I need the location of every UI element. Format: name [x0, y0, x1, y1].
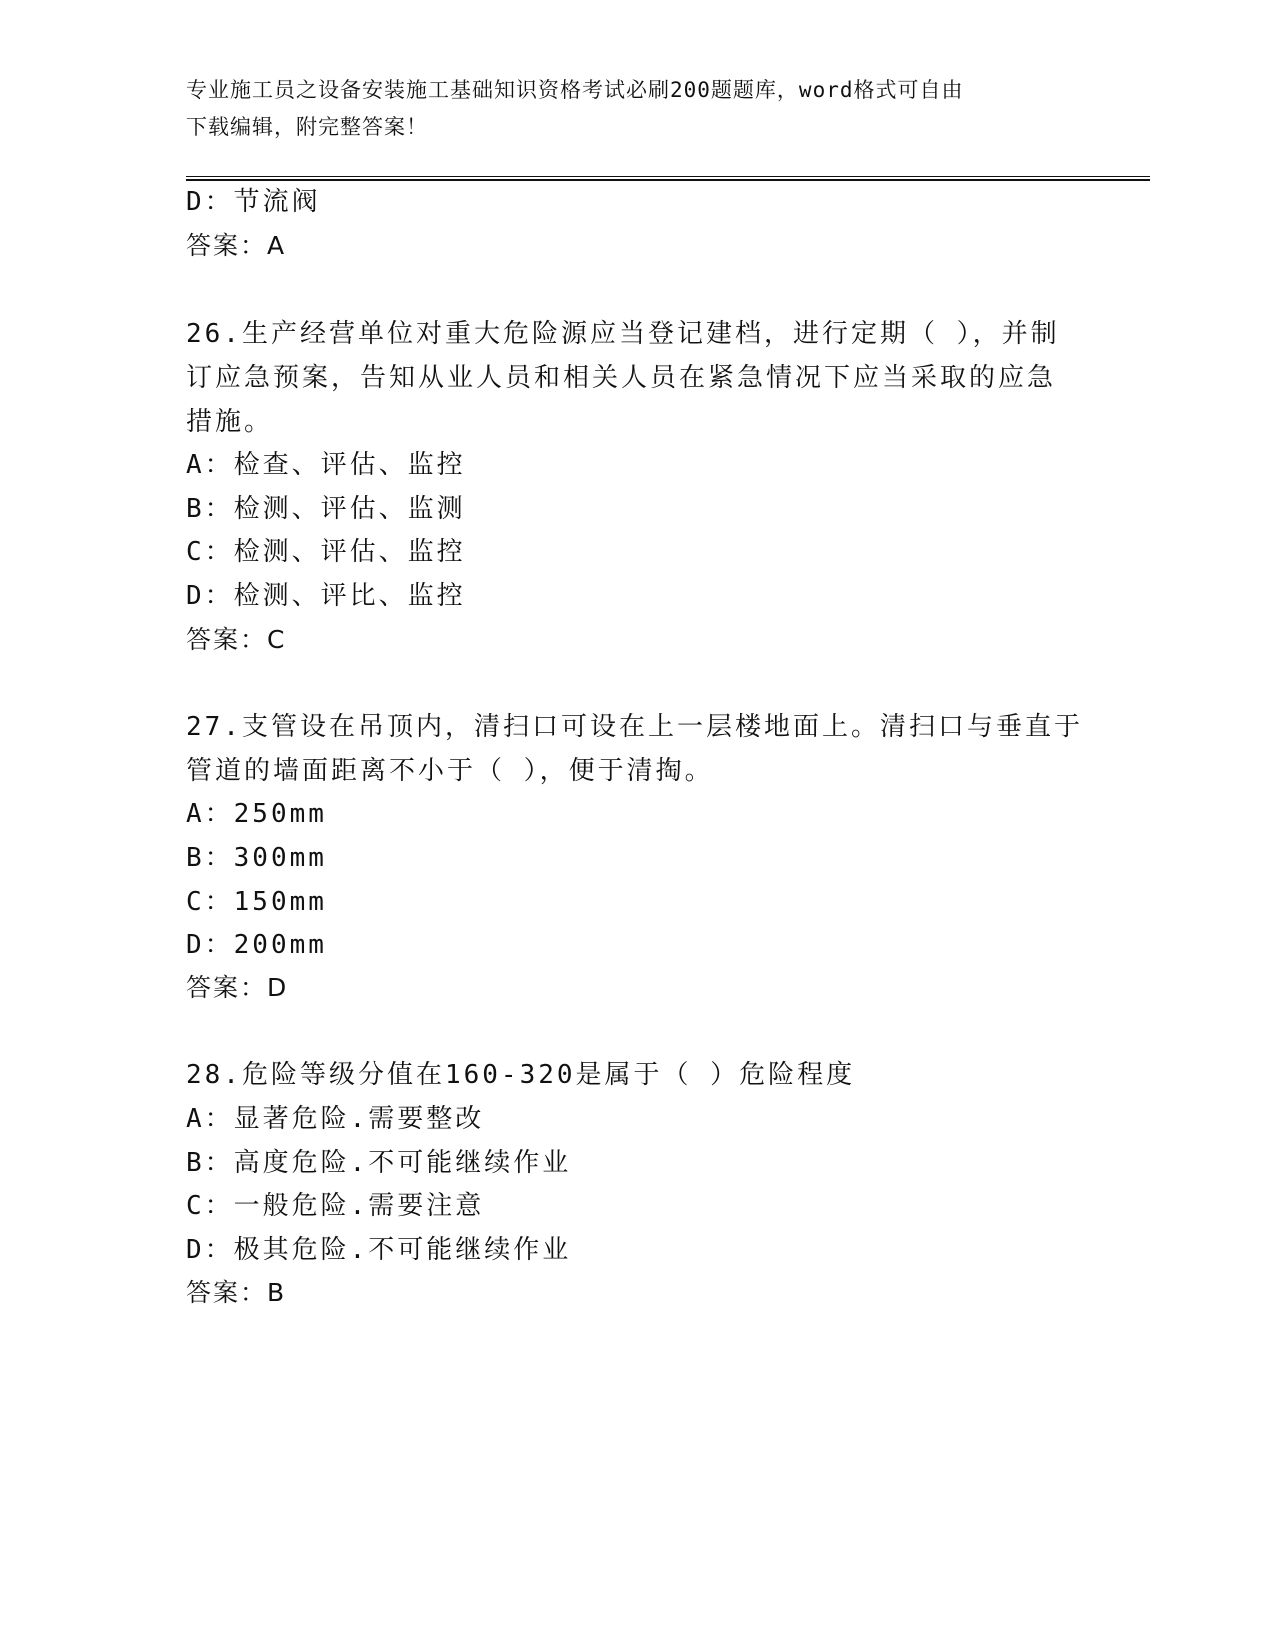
- q26-text-line-3: 措施。: [186, 407, 274, 437]
- q26-text-line-2: 订应急预案，告知从业人员和相关人员在紧急情况下应当采取的应急: [186, 363, 1057, 393]
- q28-option-b: B：高度危险.不可能继续作业: [186, 1148, 572, 1178]
- q28-answer: 答案：B: [186, 1278, 287, 1307]
- prev-option-d: D：节流阀: [186, 187, 321, 217]
- header-title-line-1: 专业施工员之设备安装施工基础知识资格考试必刷200题题库，word格式可自由: [186, 78, 964, 102]
- q27-text-line-1: 27.支管设在吊顶内，清扫口可设在上一层楼地面上。清扫口与垂直于: [186, 712, 1083, 742]
- q26-option-c: C：检测、评估、监控: [186, 537, 466, 567]
- q26-option-b: B：检测、评估、监测: [186, 494, 466, 524]
- prev-answer: 答案：A: [186, 231, 287, 260]
- q27-option-d: D：200mm: [186, 930, 327, 960]
- q27-option-c: C：150mm: [186, 887, 327, 917]
- q26-option-a: A：检查、评估、监控: [186, 450, 466, 480]
- header-title-line-2: 下载编辑，附完整答案！: [186, 115, 428, 139]
- q26-option-d: D：检测、评比、监控: [186, 581, 466, 611]
- q26-answer: 答案：C: [186, 625, 287, 654]
- q27-option-b: B：300mm: [186, 843, 327, 873]
- q28-text-line-1: 28.危险等级分值在160-320是属于（ ）危险程度: [186, 1060, 856, 1090]
- q28-option-c: C：一般危险.需要注意: [186, 1191, 485, 1221]
- q27-text-line-2: 管道的墙面距离不小于（ ），便于清掏。: [186, 756, 714, 786]
- q26-text-line-1: 26.生产经营单位对重大危险源应当登记建档，进行定期（ ），并制: [186, 319, 1060, 349]
- q27-option-a: A：250mm: [186, 799, 327, 829]
- q27-answer: 答案：D: [186, 973, 289, 1002]
- q28-option-d: D：极其危险.不可能继续作业: [186, 1235, 572, 1265]
- document-header: [186, 72, 1066, 146]
- header-divider: [186, 176, 1150, 181]
- q28-option-a: A：显著危险.需要整改: [186, 1104, 485, 1134]
